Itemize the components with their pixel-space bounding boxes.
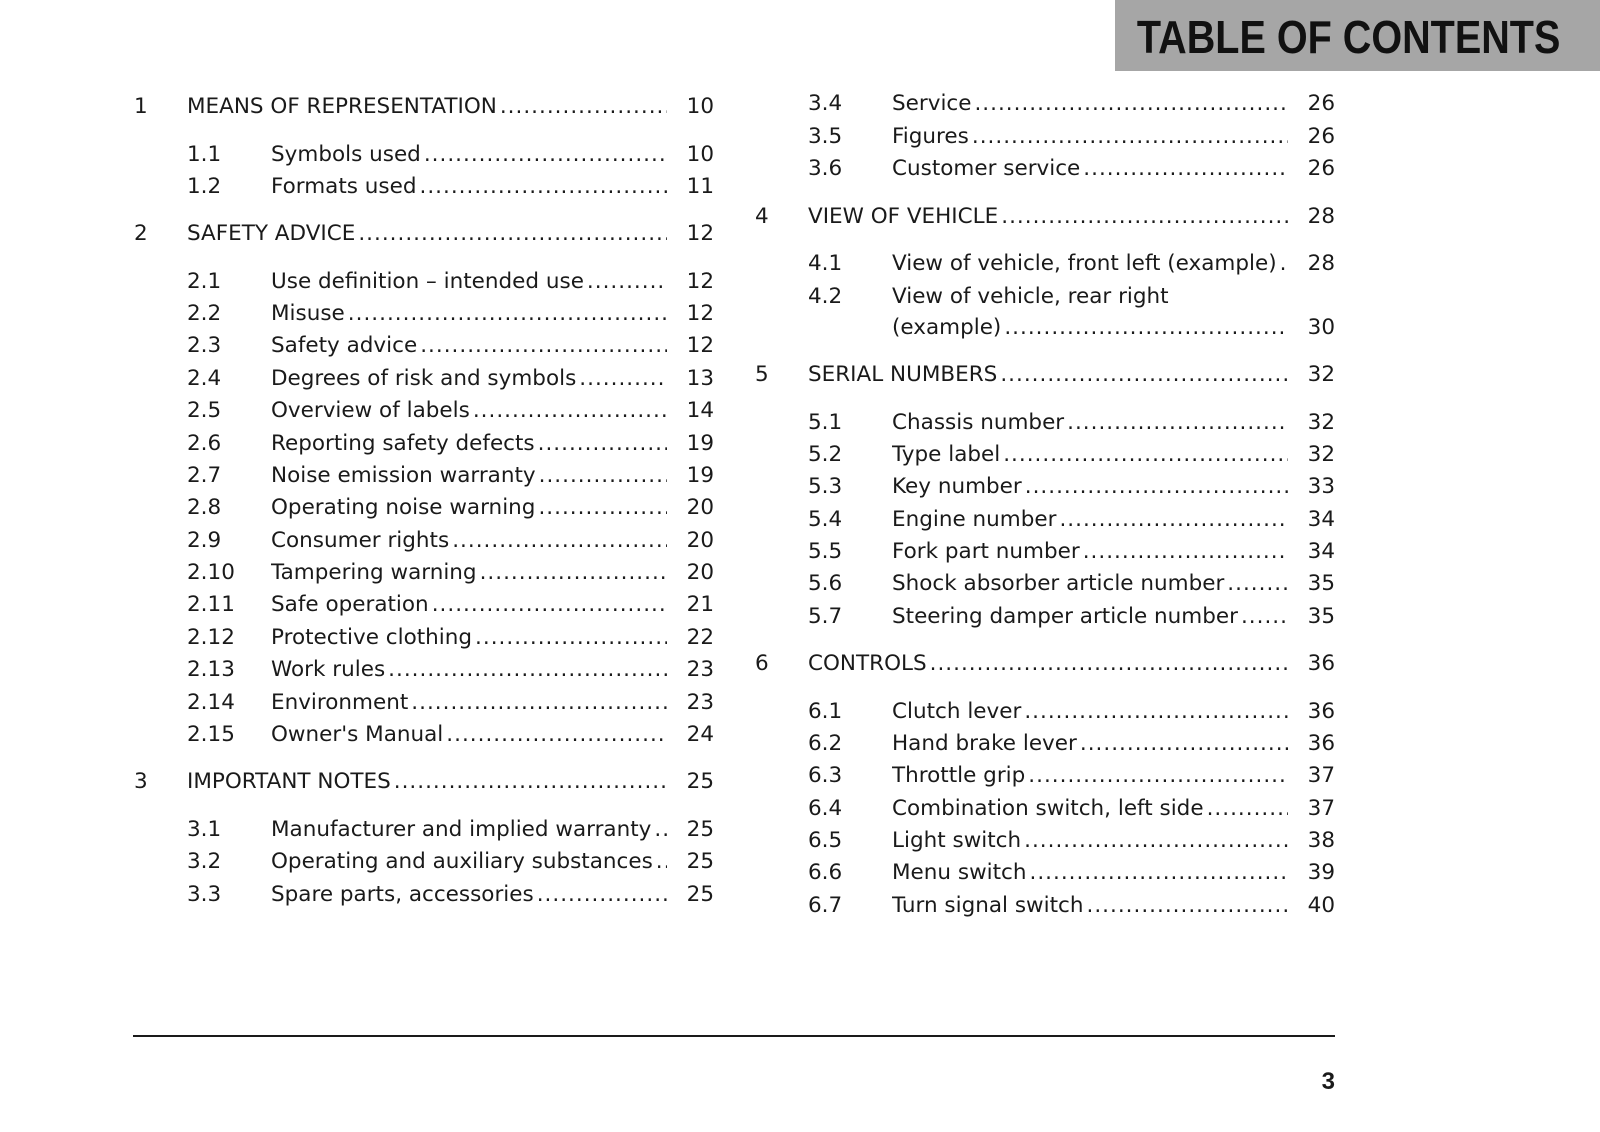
toc-entry-title xyxy=(187,767,667,797)
toc-entry-number: 3.3 xyxy=(187,882,222,907)
toc-entry-title-text: Manufacturer and implied warranty xyxy=(271,817,652,842)
toc-entry-page: 35 xyxy=(1307,571,1335,596)
toc-entry-number: 1.1 xyxy=(187,142,222,167)
toc-entry-number: 6.1 xyxy=(808,699,843,724)
toc-entry-title xyxy=(271,847,667,877)
toc-entry-page: 23 xyxy=(686,657,714,682)
toc-entry-number: 5.1 xyxy=(808,410,843,435)
toc-section-entry[interactable] xyxy=(134,364,714,394)
toc-entry-title-text: Light switch xyxy=(892,828,1022,853)
toc-entry-title xyxy=(892,761,1288,791)
toc-entry-page: 36 xyxy=(1307,699,1335,724)
toc-entry-title-text: Steering damper article number xyxy=(892,604,1238,629)
toc-chapter-entry[interactable] xyxy=(755,360,1335,390)
toc-leader-dots xyxy=(654,815,667,845)
toc-chapter-entry[interactable] xyxy=(134,767,714,797)
toc-entry-number: 3.6 xyxy=(808,156,843,181)
toc-entry-title-text: Noise emission warranty xyxy=(271,463,536,488)
toc-leader-dots xyxy=(1025,472,1288,502)
toc-entry-title xyxy=(892,697,1288,727)
toc-entry-number: 1.2 xyxy=(187,174,222,199)
toc-entry-title xyxy=(892,569,1288,599)
toc-section-entry[interactable] xyxy=(755,891,1335,921)
toc-leader-dots xyxy=(1207,794,1288,824)
toc-entry-title-text: Turn signal switch xyxy=(892,893,1084,918)
toc-section-entry[interactable] xyxy=(134,590,714,620)
toc-entry-page: 20 xyxy=(686,560,714,585)
toc-leader-dots xyxy=(500,92,667,122)
toc-entry-title-text: VIEW OF VEHICLE xyxy=(808,204,999,229)
toc-entry-title xyxy=(271,558,667,588)
toc-leader-dots xyxy=(1059,505,1288,535)
toc-leader-dots xyxy=(473,396,667,426)
toc-entry-title-text: Environment xyxy=(271,690,409,715)
toc-entry-number: 6.7 xyxy=(808,893,843,918)
toc-entry-page: 25 xyxy=(686,882,714,907)
toc-entry-number: 2.15 xyxy=(187,722,235,747)
toc-entry-title-text: Shock absorber article number xyxy=(892,571,1225,596)
toc-entry-page: 36 xyxy=(1307,651,1335,676)
toc-entry-title-text: Fork part number xyxy=(892,539,1080,564)
toc-entry-title xyxy=(892,794,1288,824)
toc-entry-number: 2.2 xyxy=(187,301,222,326)
toc-section-entry[interactable] xyxy=(134,526,714,556)
toc-entry-title-text: CONTROLS xyxy=(808,651,927,676)
toc-section-entry[interactable] xyxy=(755,826,1335,856)
toc-entry-title xyxy=(892,858,1288,888)
toc-entry-title xyxy=(892,505,1288,535)
toc-entry-title xyxy=(892,826,1288,856)
toc-entry-page: 37 xyxy=(1307,796,1335,821)
toc-entry-page: 14 xyxy=(686,398,714,423)
toc-entry-title-text: Menu switch xyxy=(892,860,1027,885)
toc-entry-title-text: MEANS OF REPRESENTATION xyxy=(187,94,497,119)
toc-entry-title-text: View of vehicle, rear right xyxy=(892,284,1169,309)
header-tab xyxy=(1115,0,1600,71)
toc-section-entry[interactable] xyxy=(134,461,714,491)
toc-entry-title-text: SAFETY ADVICE xyxy=(187,221,356,246)
toc-entry-number: 2.10 xyxy=(187,560,235,585)
toc-leader-dots xyxy=(1001,202,1288,232)
toc-entry-page: 11 xyxy=(686,174,714,199)
toc-entry-title xyxy=(271,655,667,685)
toc-chapter-entry[interactable] xyxy=(755,649,1335,679)
toc-entry-number: 2.6 xyxy=(187,431,222,456)
toc-entry-number: 5 xyxy=(755,362,769,387)
toc-entry-number: 2.7 xyxy=(187,463,222,488)
toc-leader-dots xyxy=(1000,360,1288,390)
toc-entry-title-text: Service xyxy=(892,91,972,116)
toc-leader-dots xyxy=(480,558,667,588)
toc-entry-title xyxy=(892,408,1288,438)
toc-entry-title-text: Symbols used xyxy=(271,142,421,167)
toc-entry-number: 6 xyxy=(755,651,769,676)
toc-entry-title xyxy=(271,140,667,170)
toc-entry-number: 2.9 xyxy=(187,528,222,553)
toc-section-entry[interactable] xyxy=(134,172,714,202)
toc-leader-dots xyxy=(974,89,1288,119)
toc-leader-dots xyxy=(579,364,667,394)
toc-entry-number: 2.8 xyxy=(187,495,222,520)
toc-leader-dots xyxy=(972,122,1288,152)
toc-leader-dots xyxy=(1067,408,1288,438)
toc-entry-page: 20 xyxy=(686,495,714,520)
toc-entry-page: 38 xyxy=(1307,828,1335,853)
toc-entry-title xyxy=(271,493,667,523)
toc-section-entry[interactable] xyxy=(134,140,714,170)
toc-entry-page: 25 xyxy=(686,817,714,842)
toc-entry-page: 28 xyxy=(1307,204,1335,229)
toc-entry-title xyxy=(892,282,1288,312)
toc-leader-dots xyxy=(452,526,667,556)
toc-entry-title xyxy=(271,526,667,556)
toc-leader-dots xyxy=(1004,313,1288,343)
toc-entry-title xyxy=(808,360,1288,390)
toc-entry-title-text: Customer service xyxy=(892,156,1081,181)
toc-entry-title-text: Operating noise warning xyxy=(271,495,536,520)
toc-entry-page: 28 xyxy=(1307,251,1335,276)
toc-leader-dots xyxy=(587,267,667,297)
toc-entry-number: 2.13 xyxy=(187,657,235,682)
toc-section-entry[interactable] xyxy=(755,858,1335,888)
toc-entry-title-text: Degrees of risk and symbols xyxy=(271,366,577,391)
toc-entry-title xyxy=(892,891,1288,921)
toc-entry-title xyxy=(187,92,667,122)
toc-entry-title xyxy=(808,202,1288,232)
toc-leader-dots xyxy=(446,720,667,750)
toc-leader-dots xyxy=(1024,697,1288,727)
toc-section-entry[interactable] xyxy=(755,89,1335,119)
toc-leader-dots xyxy=(1083,154,1288,184)
toc-entry-number: 5.4 xyxy=(808,507,843,532)
toc-entry-title xyxy=(271,267,667,297)
toc-entry-number: 2.14 xyxy=(187,690,235,715)
toc-entry-title-text: Spare parts, accessories xyxy=(271,882,534,907)
toc-section-entry[interactable] xyxy=(134,655,714,685)
toc-entry-title xyxy=(271,880,667,910)
toc-entry-number: 6.4 xyxy=(808,796,843,821)
toc-entry-title xyxy=(892,602,1288,632)
toc-entry-number: 2.12 xyxy=(187,625,235,650)
toc-section-entry[interactable] xyxy=(755,761,1335,791)
toc-entry-title-text: Protective clothing xyxy=(271,625,473,650)
toc-entry-page: 33 xyxy=(1307,474,1335,499)
toc-entry-number: 6.3 xyxy=(808,763,843,788)
toc-entry-title xyxy=(271,688,667,718)
toc-entry-number: 3.5 xyxy=(808,124,843,149)
toc-entry-title xyxy=(271,720,667,750)
toc-entry-title xyxy=(271,299,667,329)
toc-section-entry[interactable] xyxy=(755,249,1335,279)
toc-entry-page: 36 xyxy=(1307,731,1335,756)
toc-section-entry[interactable] xyxy=(755,472,1335,502)
toc-entry-title-text: Clutch lever xyxy=(892,699,1022,724)
toc-section-entry[interactable] xyxy=(134,880,714,910)
toc-entry-title xyxy=(892,249,1288,279)
toc-entry-title-text: SERIAL NUMBERS xyxy=(808,362,998,387)
toc-entry-number: 2.5 xyxy=(187,398,222,423)
toc-entry-page: 35 xyxy=(1307,604,1335,629)
toc-entry-page: 12 xyxy=(686,333,714,358)
toc-section-entry[interactable] xyxy=(755,697,1335,727)
toc-chapter-entry[interactable] xyxy=(134,92,714,122)
toc-entry-number: 5.5 xyxy=(808,539,843,564)
toc-entry-number: 4.2 xyxy=(808,284,843,309)
toc-section-entry[interactable] xyxy=(134,688,714,718)
toc-entry-number: 5.7 xyxy=(808,604,843,629)
toc-entry-title-text: Misuse xyxy=(271,301,345,326)
toc-entry-number: 5.2 xyxy=(808,442,843,467)
toc-entry-title-text: Engine number xyxy=(892,507,1057,532)
toc-entry-number: 2.11 xyxy=(187,592,235,617)
toc-entry-page: 30 xyxy=(1307,315,1335,340)
toc-entry-page: 23 xyxy=(686,690,714,715)
toc-entry-title xyxy=(271,590,667,620)
toc-entry-title xyxy=(187,219,667,249)
toc-entry-page: 13 xyxy=(686,366,714,391)
toc-entry-page: 21 xyxy=(686,592,714,617)
toc-entry-title xyxy=(271,623,667,653)
toc-entry-number: 2.3 xyxy=(187,333,222,358)
toc-entry-title-text: IMPORTANT NOTES xyxy=(187,769,391,794)
toc-entry-title-text: Throttle grip xyxy=(892,763,1026,788)
toc-entry-page: 19 xyxy=(686,431,714,456)
toc-entry-page: 22 xyxy=(686,625,714,650)
toc-section-entry[interactable] xyxy=(134,558,714,588)
toc-entry-title xyxy=(892,313,1288,343)
toc-entry-title-text: Figures xyxy=(892,124,969,149)
toc-entry-page: 24 xyxy=(686,722,714,747)
toc-entry-page: 20 xyxy=(686,528,714,553)
toc-entry-title xyxy=(892,154,1288,184)
toc-leader-dots xyxy=(420,172,667,202)
toc-entry-title-text: Type label xyxy=(892,442,1001,467)
toc-entry-page: 34 xyxy=(1307,507,1335,532)
toc-chapter-entry[interactable] xyxy=(134,219,714,249)
toc-entry-number: 2 xyxy=(134,221,148,246)
toc-section-entry[interactable] xyxy=(134,299,714,329)
toc-leader-dots xyxy=(1003,440,1288,470)
toc-entry-page: 37 xyxy=(1307,763,1335,788)
toc-section-entry[interactable] xyxy=(755,440,1335,470)
toc-entry-title xyxy=(892,537,1288,567)
toc-entry-title-text: Safe operation xyxy=(271,592,429,617)
toc-leader-dots xyxy=(1024,826,1288,856)
toc-section-entry[interactable] xyxy=(134,847,714,877)
toc-entry-title xyxy=(808,649,1288,679)
toc-entry-number: 1 xyxy=(134,94,148,119)
toc-entry-title xyxy=(271,172,667,202)
toc-entry-page: 12 xyxy=(686,221,714,246)
toc-leader-dots xyxy=(538,429,667,459)
footer-divider xyxy=(133,1035,1335,1037)
toc-entry-number: 4.1 xyxy=(808,251,843,276)
toc-entry-title-text: Use definition – intended use xyxy=(271,269,584,294)
page-title: TABLE OF CONTENTS xyxy=(1136,11,1560,63)
toc-entry-title-text: (example) xyxy=(892,315,1002,340)
toc-entry-page: 19 xyxy=(686,463,714,488)
toc-leader-dots xyxy=(537,880,667,910)
toc-section-entry[interactable] xyxy=(755,537,1335,567)
toc-entry-title xyxy=(271,364,667,394)
toc-entry-number: 2.4 xyxy=(187,366,222,391)
toc-entry-number: 6.6 xyxy=(808,860,843,885)
toc-leader-dots xyxy=(1227,569,1288,599)
toc-leader-dots xyxy=(420,331,667,361)
toc-leader-dots xyxy=(424,140,667,170)
toc-section-entry[interactable] xyxy=(755,505,1335,535)
toc-leader-dots xyxy=(539,461,667,491)
toc-leader-dots xyxy=(358,219,667,249)
toc-entry-page: 40 xyxy=(1307,893,1335,918)
toc-section-entry[interactable] xyxy=(134,331,714,361)
toc-entry-number: 4 xyxy=(755,204,769,229)
toc-entry-page: 26 xyxy=(1307,91,1335,116)
toc-leader-dots xyxy=(1028,761,1288,791)
toc-leader-dots xyxy=(930,649,1288,679)
toc-leader-dots xyxy=(475,623,667,653)
toc-section-entry[interactable] xyxy=(755,569,1335,599)
toc-entry-title-text: Safety advice xyxy=(271,333,418,358)
toc-entry-number: 3 xyxy=(134,769,148,794)
toc-entry-number: 6.2 xyxy=(808,731,843,756)
toc-entry-title xyxy=(271,815,667,845)
toc-entry-page: 39 xyxy=(1307,860,1335,885)
toc-entry-page: 10 xyxy=(686,94,714,119)
toc-entry-title xyxy=(892,472,1288,502)
toc-leader-dots xyxy=(388,655,667,685)
toc-entry-number: 6.5 xyxy=(808,828,843,853)
toc-section-entry[interactable] xyxy=(755,602,1335,632)
toc-entry-number: 3.1 xyxy=(187,817,222,842)
toc-entry-page: 32 xyxy=(1307,410,1335,435)
toc-entry-title-text: Work rules xyxy=(271,657,386,682)
toc-entry-page: 25 xyxy=(686,849,714,874)
toc-entry-number: 3.4 xyxy=(808,91,843,116)
toc-entry-title xyxy=(892,122,1288,152)
toc-leader-dots xyxy=(1030,858,1288,888)
toc-section-entry[interactable] xyxy=(755,313,1335,343)
toc-section-entry[interactable] xyxy=(134,493,714,523)
toc-entry-title-text: Owner's Manual xyxy=(271,722,444,747)
toc-leader-dots xyxy=(394,767,667,797)
toc-entry-page: 12 xyxy=(686,269,714,294)
toc-leader-dots xyxy=(1241,602,1288,632)
toc-entry-number: 2.1 xyxy=(187,269,222,294)
toc-entry-page: 10 xyxy=(686,142,714,167)
toc-leader-dots xyxy=(1280,249,1288,279)
toc-leader-dots xyxy=(1080,729,1288,759)
toc-entry-title xyxy=(271,331,667,361)
toc-entry-number: 5.3 xyxy=(808,474,843,499)
toc-chapter-entry[interactable] xyxy=(755,202,1335,232)
toc-leader-dots xyxy=(538,493,667,523)
toc-entry-title-text: Combination switch, left side xyxy=(892,796,1204,821)
toc-section-entry[interactable] xyxy=(755,122,1335,152)
toc-leader-dots xyxy=(411,688,667,718)
toc-entry-page: 32 xyxy=(1307,442,1335,467)
toc-entry-title-text: Key number xyxy=(892,474,1022,499)
toc-section-entry[interactable] xyxy=(755,408,1335,438)
toc-entry-title-text: Consumer rights xyxy=(271,528,450,553)
toc-entry-title-text: Chassis number xyxy=(892,410,1065,435)
toc-entry-number: 5.6 xyxy=(808,571,843,596)
toc-section-entry[interactable] xyxy=(755,794,1335,824)
toc-entry-number: 3.2 xyxy=(187,849,222,874)
toc-section-entry[interactable] xyxy=(134,429,714,459)
toc-section-entry[interactable] xyxy=(134,720,714,750)
toc-section-entry[interactable] xyxy=(755,154,1335,184)
toc-section-entry[interactable] xyxy=(134,623,714,653)
toc-entry-title xyxy=(271,429,667,459)
toc-entry-page: 34 xyxy=(1307,539,1335,564)
toc-entry-page: 32 xyxy=(1307,362,1335,387)
page-number: 3 xyxy=(1321,1068,1335,1095)
toc-entry-title xyxy=(892,89,1288,119)
toc-leader-dots xyxy=(348,299,667,329)
toc-entry-title xyxy=(271,461,667,491)
toc-entry-title xyxy=(271,396,667,426)
toc-entry-title-text: View of vehicle, front left (example) xyxy=(892,251,1277,276)
toc-entry-page: 25 xyxy=(686,769,714,794)
toc-entry-page: 12 xyxy=(686,301,714,326)
toc-leader-dots xyxy=(432,590,667,620)
toc-section-entry[interactable] xyxy=(755,729,1335,759)
toc-entry-title-text: Overview of labels xyxy=(271,398,470,423)
toc-section-entry[interactable] xyxy=(134,815,714,845)
toc-entry-title xyxy=(892,729,1288,759)
toc-section-entry[interactable] xyxy=(134,267,714,297)
toc-section-entry[interactable] xyxy=(755,282,1335,312)
toc-entry-title-text: Formats used xyxy=(271,174,417,199)
toc-entry-title-text: Reporting safety defects xyxy=(271,431,535,456)
toc-leader-dots xyxy=(1083,537,1288,567)
toc-entry-page: 26 xyxy=(1307,156,1335,181)
toc-section-entry[interactable] xyxy=(134,396,714,426)
toc-entry-title-text: Operating and auxiliary substances xyxy=(271,849,653,874)
toc-leader-dots xyxy=(656,847,667,877)
toc-entry-title xyxy=(892,440,1288,470)
toc-entry-title-text: Tampering warning xyxy=(271,560,477,585)
toc-entry-title-text: Hand brake lever xyxy=(892,731,1077,756)
toc-entry-page: 26 xyxy=(1307,124,1335,149)
toc-leader-dots xyxy=(1086,891,1288,921)
